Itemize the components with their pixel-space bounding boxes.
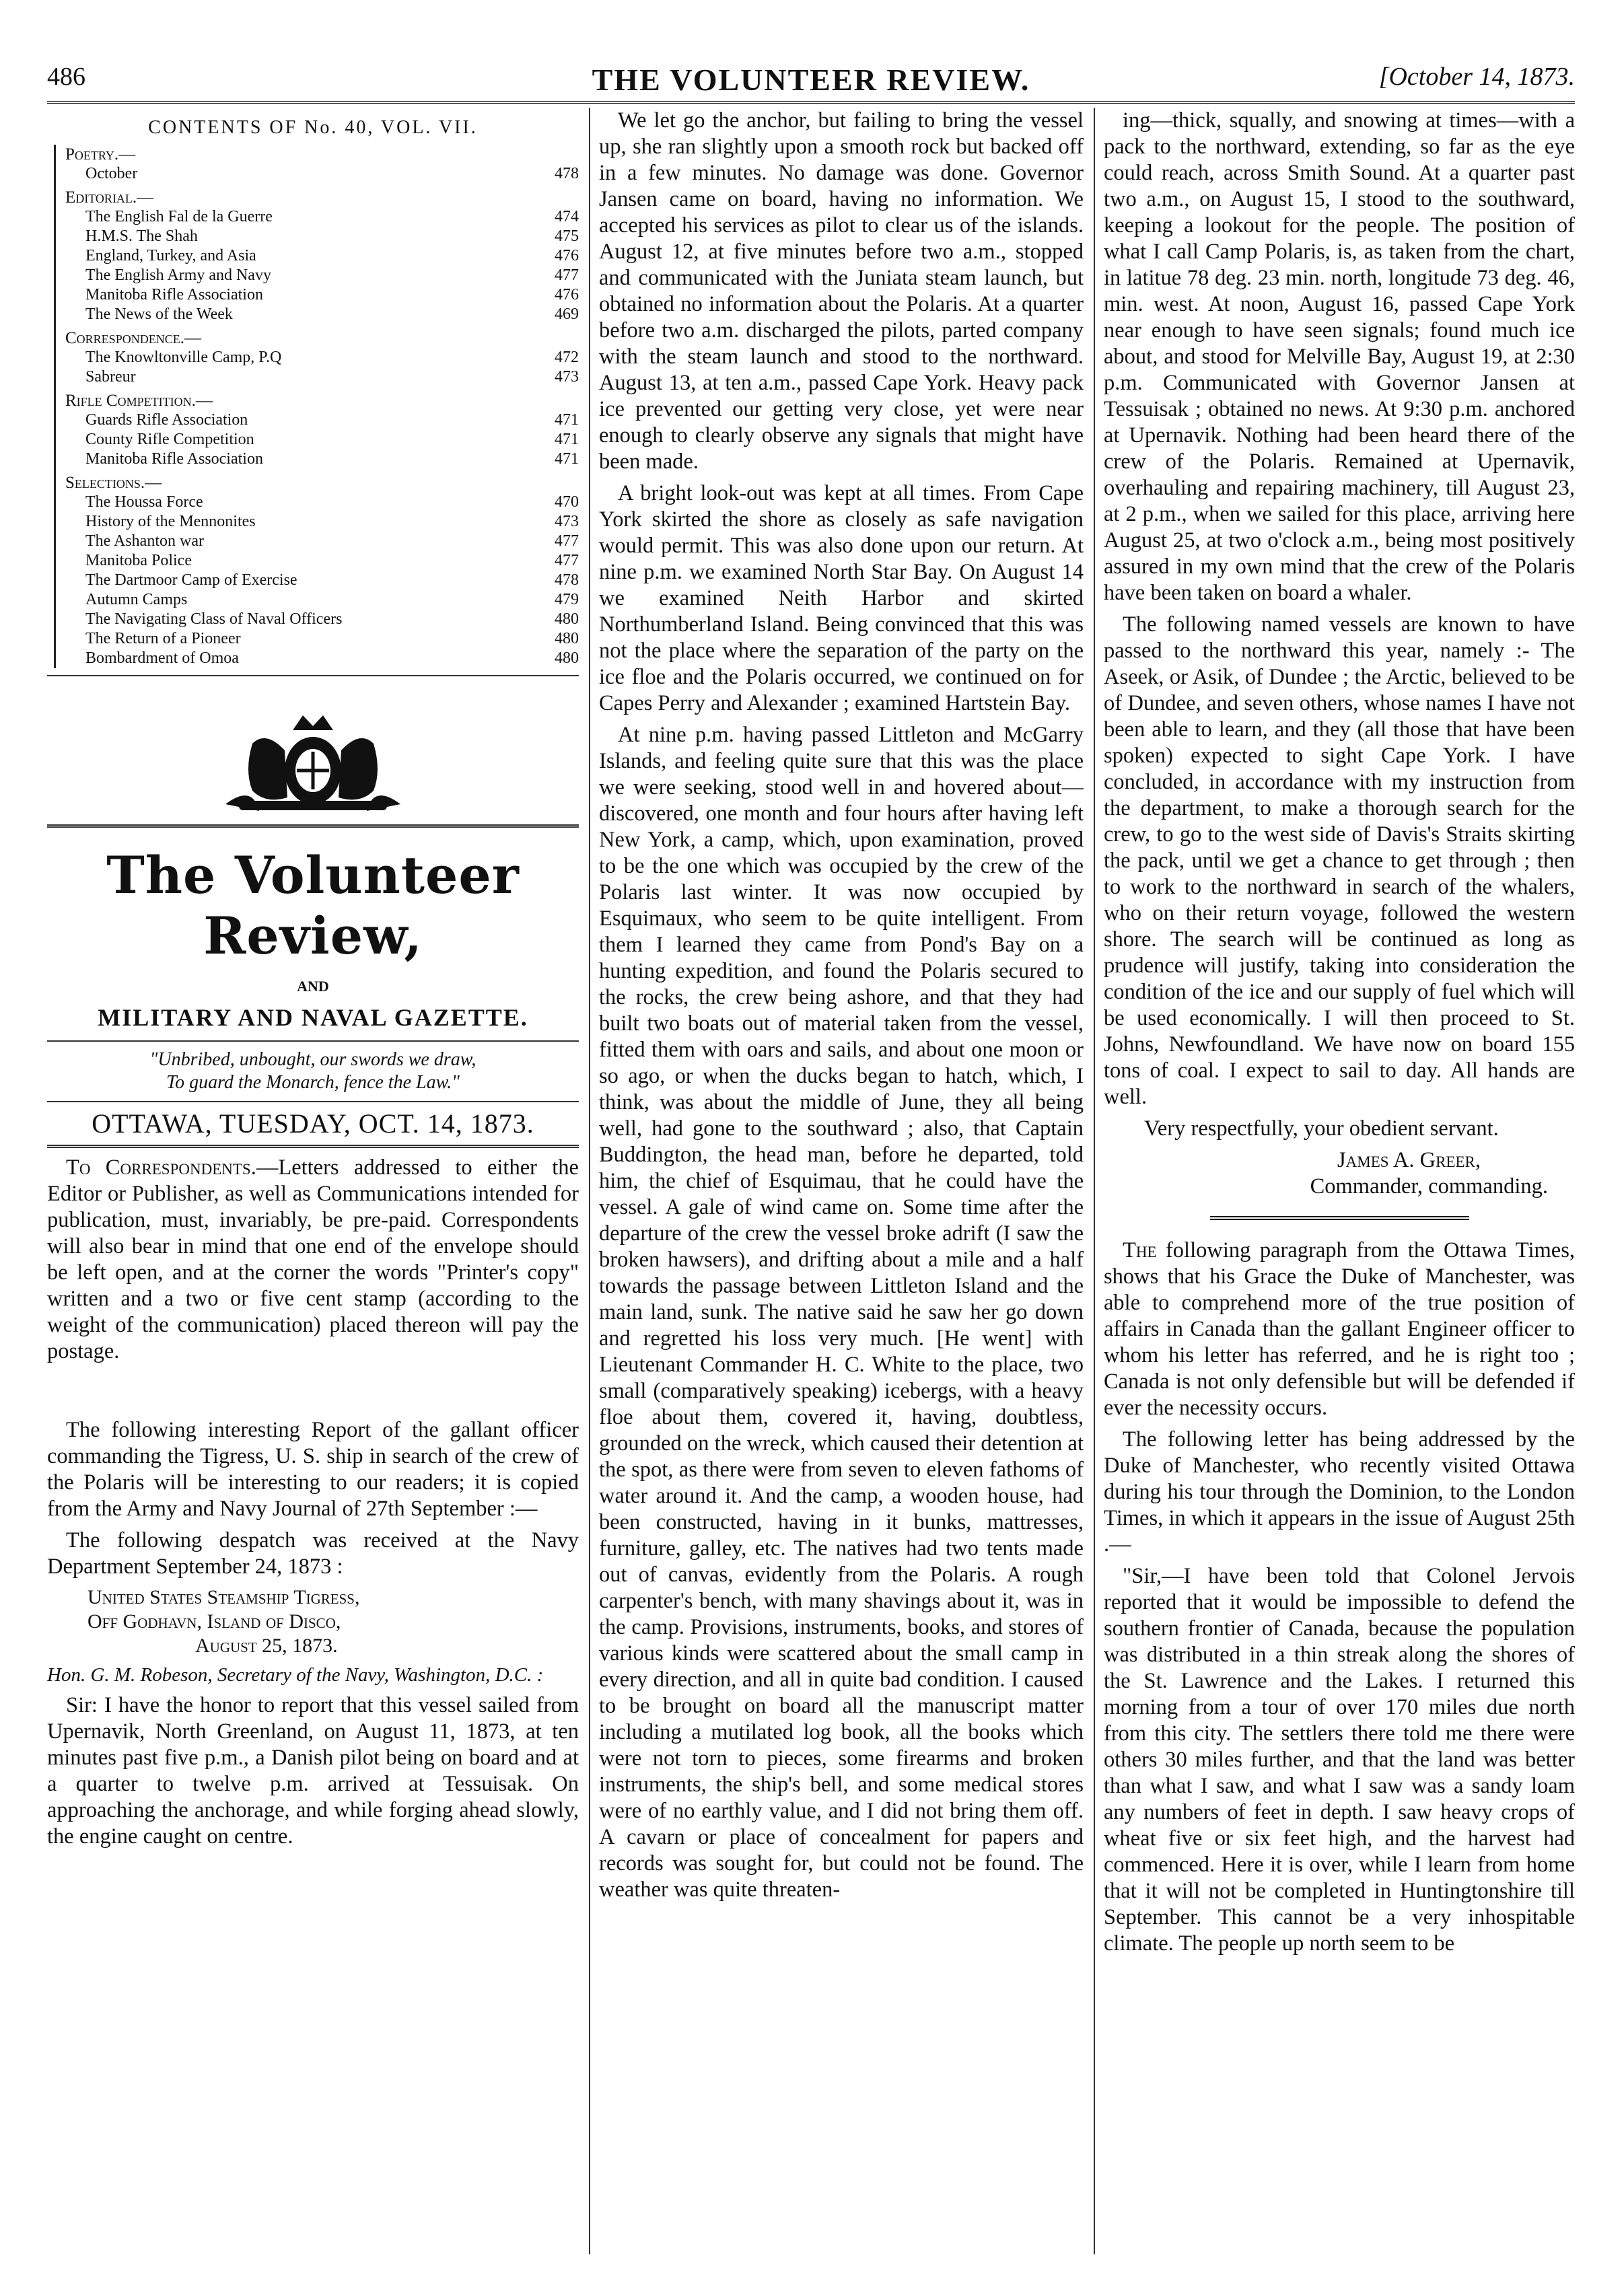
letter-paragraph-4: At nine p.m. having passed Littleton and McGarry Islands, and feeling quite sure that this was the place we were seeking, stood well in and hovered about—discovered, one month and four hours after having left New York, a camp, which, upon examination, proved to be the one which was occupied by the crew of the Polaris last winter. It was now occupied by Esquimaux, who seem to be quite intelligent. From them I learned they came from Pond's Bay on a hunting expedition, and found the Polaris secured to the rocks, the crew being ashore, and that they had built two boats out of material taken from the vessel, fitted them with oars and sails, and about one moon or so ago, or when the ducks began to hatch, which, I think, was about the middle of June, they all being well, had gone to the southward ; also, that Captain Buddington, the head man, before he departed, told him, the chief of Esquimau, that he could have the vessel. A gale of wind came on. Some time after the departure of the crew the vessel broke adrift (I saw the broken hawsers), and drifting about a mile and a half towards the passage between Littleton Island and the main land, sunk. The native said he saw her go down and regretted his loss very much. [He went] with Lieutenant Commander H. C. White to the place, two small (comparatively speaking) icebergs, with a heavy floe about them, covered it, having, doubtless, grounded on the wreck, which caused their detention at the spot, as there were from seven to eleven fathoms of water around it. And the camp, a wooden house, had been constructed, having in it bunks, mattresses, furniture, galley, etc. The natives had two tents made out of canvas, evidently from the Polaris. A rough carpenter's bench, with many shavings about it, was in the camp. Provisions, instruments, books, and stores of various kinds were scattered about the small camp in every direction, and all in quite bad condition. I caused to be brought on board all the manuscript matter including a mutilated log book, all the books which were not torn to pieces, some firearms and broken instruments, the ship's bell, and some medical stores were of no earthly value, and I did not bring them off. A cavarn or place of concealment for papers and records was sought for, but could not be found. The weather was quite threaten- [599,723,1084,1902]
contents-item [65,207,579,227]
motto-line-1: "Unbribed, unbought, our swords we draw, [149,1049,476,1070]
contents-item-title: The Return of a Pioneer [85,630,241,647]
address-line-2: Off Godhavn, Island of Disco, [87,1610,341,1633]
masthead-rule-top [47,824,579,828]
contents-item-page: 478 [555,571,579,589]
signature-title: Commander, commanding. [1310,1174,1548,1199]
contents-item [65,571,579,590]
contents-item-page: 480 [555,610,579,628]
contents-item [65,450,579,469]
contents-item-page: 475 [555,227,579,245]
contents-item [65,246,579,266]
contents-item-title: The Knowltonville Camp, P.Q [85,349,282,366]
manchester-intro-body: following paragraph from the Ottawa Times, shows that his Grace the Duke of Manchester, was able to comprehend more of the true position of affairs in Canada than the gallant Engineer officer to whom his letter has referred, and he is right too ; Canada is not only defensible but will be defended if ever the necessity occurs. [1104,1238,1575,1420]
contents-section-heading: Poetry.— [65,145,136,164]
contents-item [65,266,579,285]
dateline: OTTAWA, TUESDAY, OCT. 14, 1873. [92,1108,534,1139]
contents-item-title: Manitoba Rifle Association [85,286,263,303]
column-2 [599,108,1084,2261]
dateline-rule [47,1145,579,1148]
contents-list [54,145,579,668]
contents-item-title: The Dartmoor Camp of Exercise [85,571,297,589]
contents-item-title: England, Turkey, and Asia [85,247,256,264]
contents-item-title: The Ashanton war [85,532,204,550]
manchester-letter-body: "Sir,—I have been told that Colonel Jervois reported that it would be impossible to defend the southern frontier of Canada, because the population was distributed in a thin streak along the shores of the St. Lawrence and the Lakes. I returned this morning from a tour of over 170 miles due north from this city. The settlers there told me there were others 30 miles further, and that the land was better than what I saw, and what I saw was a sandy loam any numbers of feet in depth. I saw heavy crops of wheat five or six feet high, and the harvest had commenced. Here it is over, while I learn from home that it will not be completed in Huntingtonshire till September. This cannot be a very inhospitable climate. The people up north seem to be [1104,1564,1575,1956]
contents-item [65,532,579,551]
letter-paragraph-6: The following named vessels are known to have passed to the northward this year, namely :- The Aseek, or Asik, of Dundee ; the Arctic, believed to be of Dundee, and seven others, whose names I have not been able to learn, and they (all those that have been spoken) expected to sight Cape York. I have concluded, in accordance with my instruction from the department, to make a thorough search for the crew, to go to the west side of Davis's Straits skirting the pack, until we get a chance to get through ; then to work to the northward in search of the whalers, who on their return voyage, followed the western shore. The search will be continued as long as prudence will justify, taking into consideration the condition of the ice and our supply of fuel which will be used economically. I will then proceed to St. Johns, Newfoundland. We have now on board 155 tons of coal. I expect to sail to day. All hands are well. [1104,612,1575,1109]
contents-item [65,410,579,430]
contents-item-title: Sabreur [85,368,136,386]
contents-section-heading: Selections.— [65,474,162,492]
contents-rule [47,675,579,676]
contents-section-heading: Correspondence.— [65,329,201,347]
manchester-intro-lead: The [1123,1238,1157,1262]
contents-item-page: 479 [555,591,579,608]
contents-item-title: Autumn Camps [85,591,188,608]
manchester-letter-intro: The following letter has being addressed by the Duke of Manchester, who recently visited Ottawa during his tour through the Dominion, to the London Times, in which it appears in the issue of August 25th .— [1104,1427,1575,1557]
address-line-1: United States Steamship Tigress, [87,1586,360,1608]
contents-item [65,551,579,571]
contents-item [65,590,579,610]
contents-item-title: The Houssa Force [85,493,203,511]
despatch-intro: The following despatch was received at the Navy Department September 24, 1873 : [47,1528,579,1579]
page-header [47,62,1575,102]
contents-section-heading: Editorial.— [65,188,154,207]
contents-item-title: The English Fal de la Guerre [85,208,273,225]
letter-paragraph-3: A bright look-out was kept at all times. From Cape York skirted the shore as closely as safe navigation would permit. This was also done upon our return. At nine p.m. we examined North Star Bay. On August 14 we examined Neith Harbor and skirted Northumberland Island. Being convinced that this was not the place where the separation of the party on the ice floe and the Polaris occurred, we continued on for Capes Perry and Alexander ; examined Hartstein Bay. [599,481,1084,715]
contents-title: CONTENTS OF No. 40, VOL. VII. [148,117,478,138]
running-title: THE VOLUNTEER REVIEW. [592,63,1030,97]
correspondents-notice [47,1155,579,1365]
contents-item-page: 470 [555,493,579,511]
address-line-3: August 25, 1873. [195,1635,338,1657]
contents-item-title: County Rifle Competition [85,431,254,448]
motto-rule-top [47,1040,579,1042]
letter-paragraph-2: We let go the anchor, but failing to bring the vessel up, she ran slightly upon a smooth rock but backed off in a few minutes. No damage was done. Governor Jansen came on board, having no information. We accepted his services as pilot to clear us of the islands. August 12, at five minutes before two a.m., stopped and communicated with the Juniata steam launch, but obtained no information about the Polaris. At a quarter before two a.m. discharged the pilots, parted company with the steam launch and stood to the northward. August 13, at ten a.m., passed Cape York. Heavy pack ice prevented our getting very close, yet were near enough to clearly observe any signals that might have been made. [599,108,1084,474]
column-rule-1 [589,108,590,2254]
page-number: 486 [47,63,85,91]
correspondents-body: —Letters addressed to either the Editor or Publisher, as well as Communications intended for publication, must, invariably, be pre-paid. Correspondents will also bear in mind that one end of the envelope should be left open, and at the corner the words "Printer's copy" written and a two or five cent stamp (according to the weight of the communication) placed thereon will pay the postage. [47,1155,579,1363]
letter-paragraph-5: ing—thick, squally, and snowing at times—with a pack to the northward, extending, so far as the eye could reach, across Smith Sound. At a quarter past two a.m., on August 15, I stood to the southward, keeping a lookout for the people. The position of what I call Camp Polaris, is, as taken from the chart, in latitue 78 deg. 23 min. north, longitude 73 deg. 46, min. west. At noon, August 16, passed Cape York near enough to have seen signals; found much ice about, and stood for Melville Bay, August 19, at 2:30 p.m. Communicated with Governor Jansen at Tessuisak ; obtained no news. At 9:30 p.m. anchored at Upernavik. Nothing had been heard there of the crew of the Polaris. Remained at Upernavik, overhauling and repairing machinery, till August 23, at 2 p.m., when we sailed for this place, arriving here August 25, at two o'clock a.m., being most positively assured in my own mind that the crew of the Polaris have been taken on board a whaler. [1104,108,1575,605]
contents-item-page: 469 [555,306,579,323]
masthead-title: The Volunteer Review, [106,845,520,966]
contents-item-title: The Navigating Class of Naval Officers [85,610,343,628]
contents-section-heading: Rifle Competition.— [65,392,213,410]
contents-item-title: Guards Rifle Association [85,411,248,429]
motto-rule-bottom [47,1101,579,1102]
issue-date: [October 14, 1873. [1378,63,1575,91]
contents-item [65,348,579,367]
masthead-and: AND [297,978,329,995]
contents-item-page: 477 [555,532,579,550]
motto-line-2: To guard the Monarch, fence the Law." [166,1072,460,1093]
contents-item [65,649,579,668]
contents-item-title: Manitoba Rifle Association [85,450,263,468]
masthead-subtitle: MILITARY AND NAVAL GAZETTE. [98,1004,528,1031]
column-3 [1104,108,1575,2261]
contents-item-title: Bombardment of Omoa [85,649,239,667]
contents-item-title: History of the Mennonites [85,513,256,530]
contents-item-page: 473 [555,368,579,386]
contents-item-page: 471 [555,450,579,468]
contents-item-page: 478 [555,165,579,182]
contents-item-page: 476 [555,247,579,264]
contents-item-title: Manitoba Police [85,552,192,569]
contents-item-title: H.M.S. The Shah [85,227,198,245]
column-rule-2 [1094,108,1095,2254]
contents-item-page: 476 [555,286,579,303]
letter-signoff: Very respectfully, your obedient servant. [1144,1116,1499,1141]
contents-item [65,285,579,305]
motto [47,1048,579,1094]
contents-item [65,629,579,649]
article-divider [1210,1216,1469,1220]
contents-item-title: The English Army and Navy [85,266,271,284]
contents-item-title: October [85,165,138,182]
contents-item [65,164,579,184]
contents-item [65,610,579,629]
contents-item-page: 471 [555,411,579,429]
manchester-intro [1104,1238,1575,1421]
contents-item [65,367,579,387]
contents-item-page: 480 [555,649,579,667]
report-intro: The following interesting Report of the gallant officer commanding the Tigress, U. S. ship in search of the crew of the Polaris will be interesting to our readers; it is copied from the Army and Navy Journal of 27th September :— [47,1418,579,1521]
contents-item [65,512,579,532]
contents-item [65,430,579,450]
signature-name: James A. Greer, [1337,1148,1481,1172]
letter-addressee: Hon. G. M. Robeson, Secretary of the Navy, Washington, D.C. : [47,1664,544,1686]
header-rule [47,101,1575,104]
royal-crest-icon [212,703,414,818]
contents-item-page: 474 [555,208,579,225]
contents-item [65,305,579,324]
contents-item-page: 477 [555,552,579,569]
contents-item-page: 473 [555,513,579,530]
contents-item-title: The News of the Week [85,306,233,323]
letter-address [47,1585,579,1658]
contents-item-page: 472 [555,349,579,366]
contents-item [65,493,579,512]
contents-item [65,227,579,246]
letter-paragraph-1: Sir: I have the honor to report that this vessel sailed from Upernavik, North Greenland, on August 11, 1873, at ten minutes past five p.m., a Danish pilot being on board and at a quarter to twelve p.m. arrived at Tessuisak. On approaching the anchorage, and while forging ahead slowly, the engine caught on centre. [47,1693,579,1849]
column-1 [47,108,579,2261]
contents-item-page: 471 [555,431,579,448]
contents-item-page: 480 [555,630,579,647]
contents-item-page: 477 [555,266,579,284]
correspondents-lead: To Correspondents. [66,1155,256,1180]
